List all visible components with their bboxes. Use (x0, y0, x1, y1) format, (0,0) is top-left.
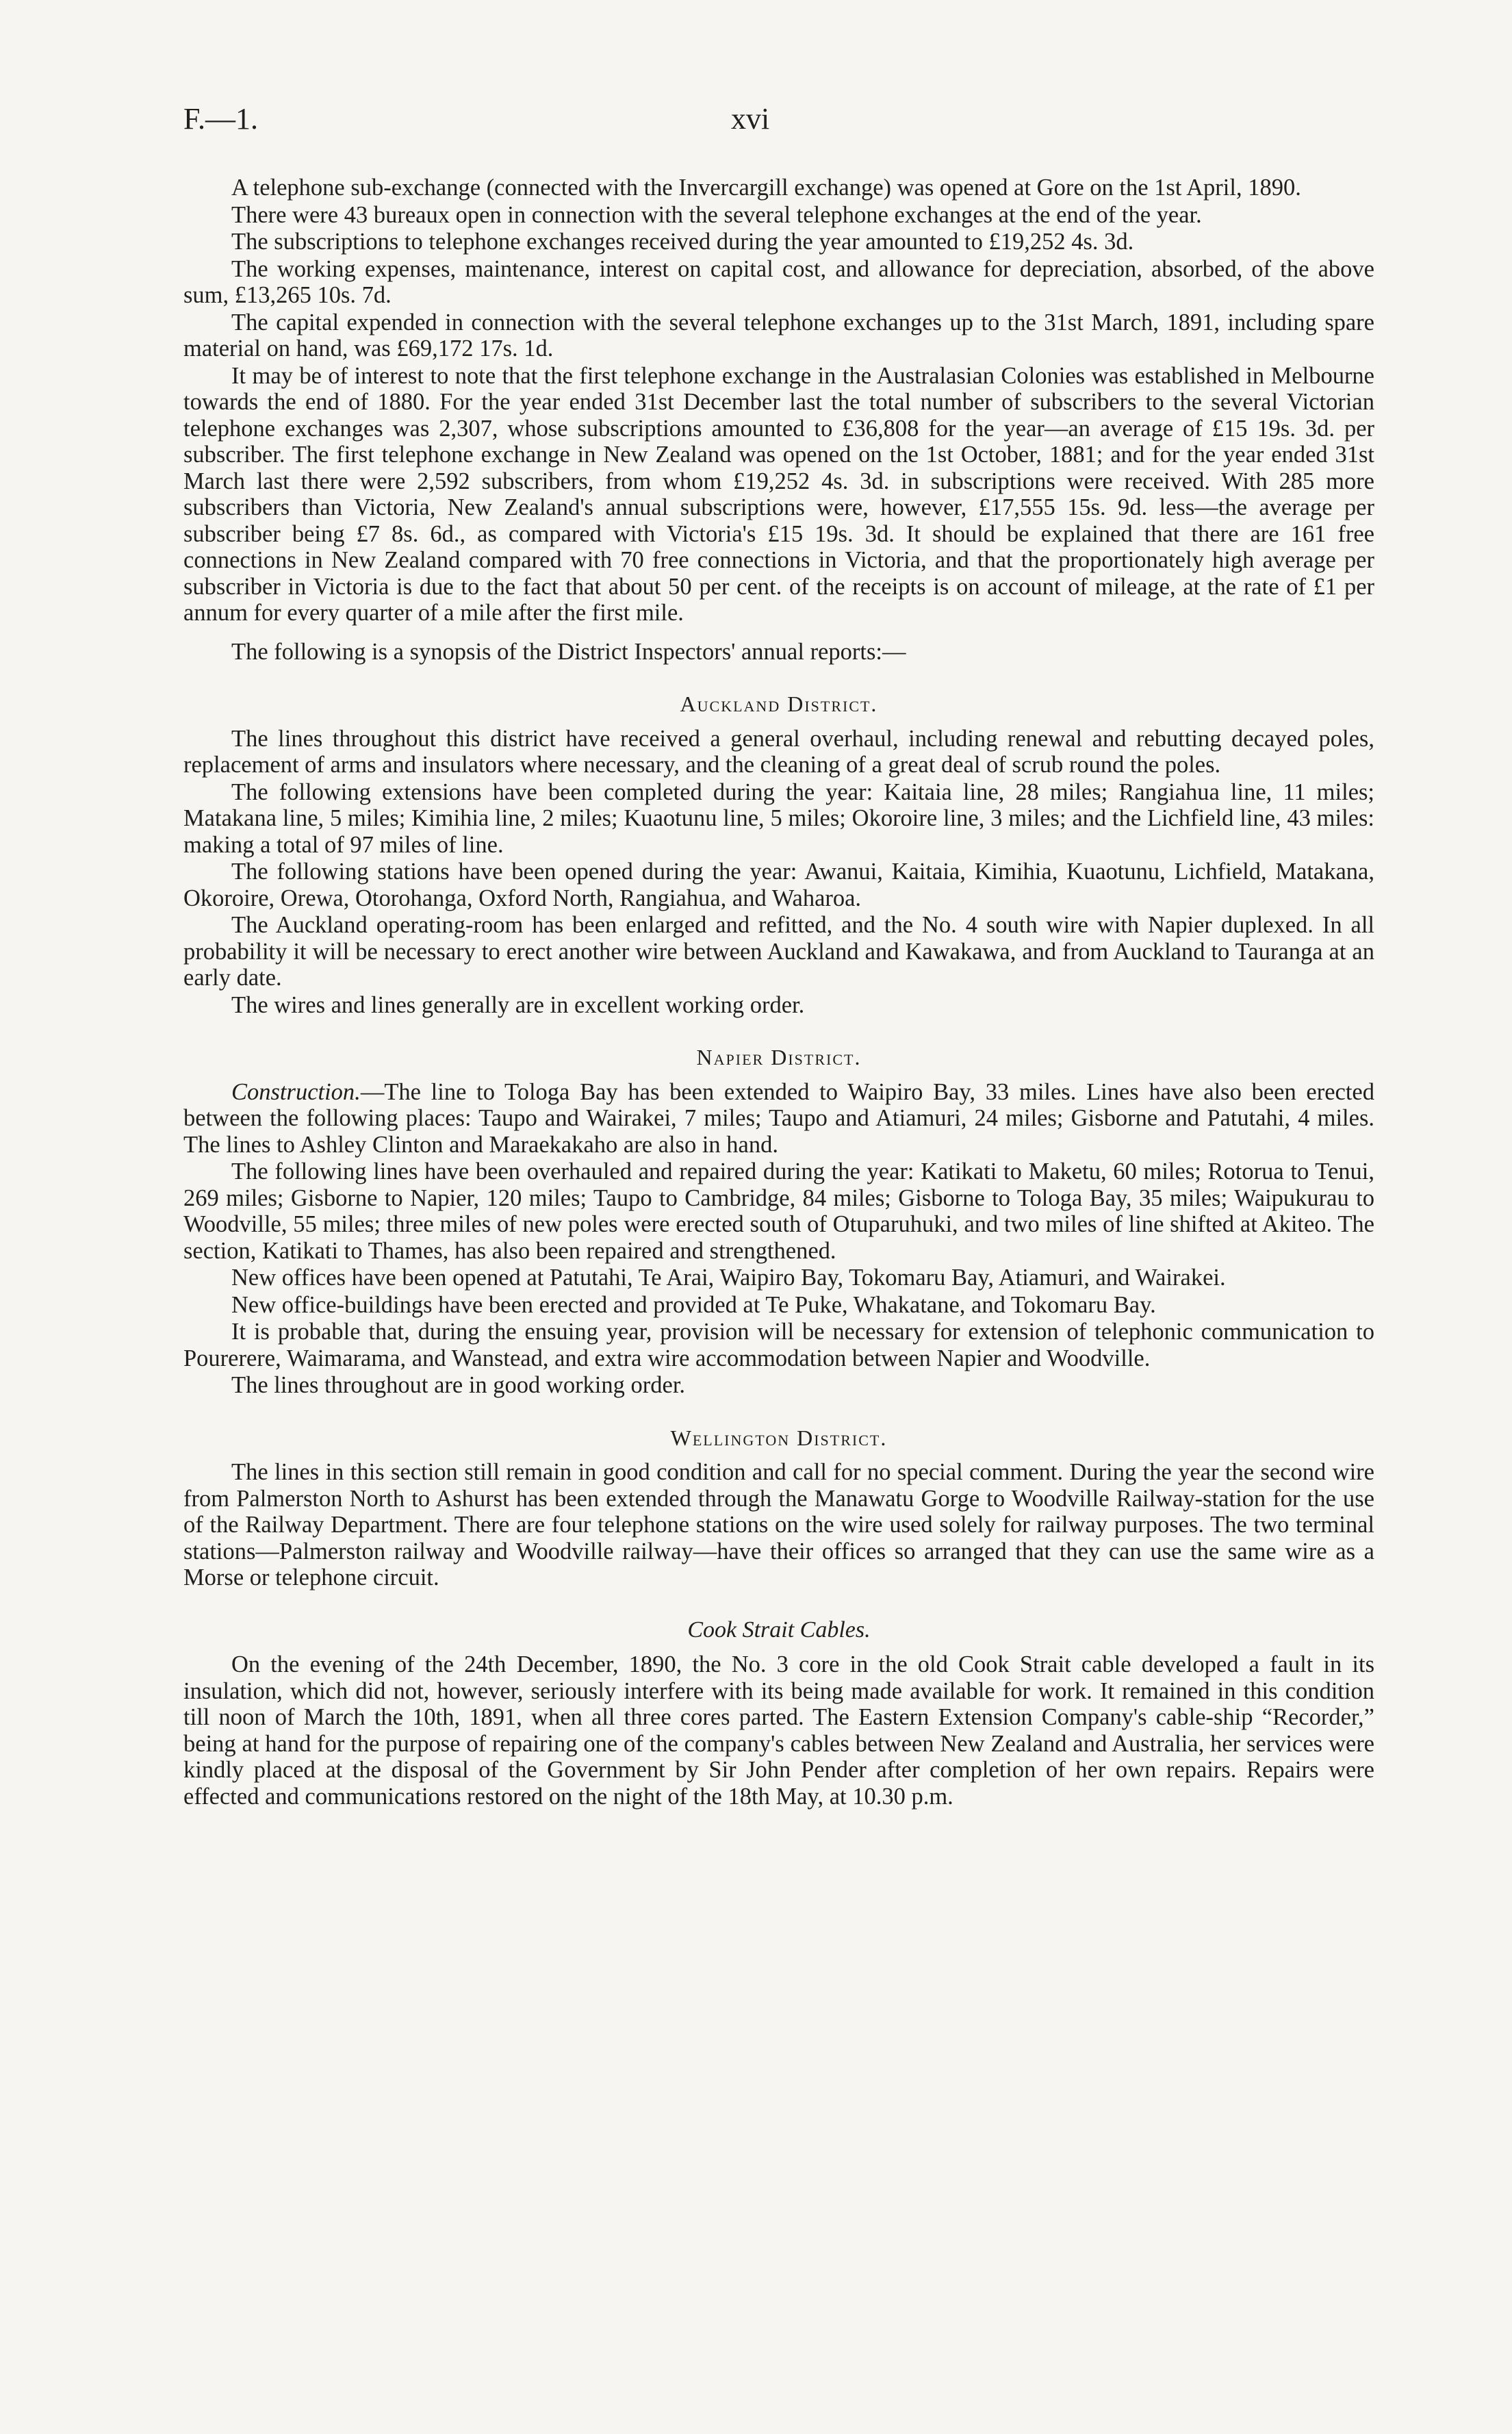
page-number: xvi (731, 102, 770, 136)
paragraph (183, 1079, 1374, 1158)
paragraph: The capital expended in connection with the several telephone exchanges up to the 31st March, 1891, including spare material on hand, was £69,172 17s. 1d. (183, 309, 1374, 362)
paragraph: It is probable that, during the ensuing year, provision will be necessary for extension of telephonic communication to Pourerere, Waimarama, and Wanstead, and extra wire accommodation between Napier and Woodville. (183, 1319, 1374, 1371)
paragraph: The wires and lines generally are in excellent working order. (231, 991, 805, 1018)
paragraph: It may be of interest to note that the first telephone exchange in the Australasian Colonies was established in Melbourne towards the end of 1880. For the year ended 31st December last the total number of subscribers to the several Victorian telephone exchanges was 2,307, whose subscriptions amounted to £36,808 for the year—an average of £15 19s. 3d. per subscriber. The first telephone exchange in New Zealand was opened on the 1st October, 1881; and for the year ended 31st March last there were 2,592 subscribers, from whom £19,252 4s. 3d. in subscriptions were received. With 285 more subscribers than Victoria, New Zealand's annual subscriptions were, however, £17,555 15s. 9d. less—the average per subscriber being £7 8s. 6d., as compared with Victoria's £15 19s. 3d. It should be explained that there are 161 free connections in New Zealand compared with 70 free connections in Victoria, and that the proportionately high average per subscriber in Victoria is due to the fact that about 50 per cent. of the receipts is on account of mileage, at the rate of £1 per annum for every quarter of a mile after the first mile. (183, 362, 1374, 626)
section-heading-napier: Napier District. (696, 1045, 862, 1069)
document-body (183, 175, 1374, 1810)
paragraph: The lines in this section still remain in good condition and call for no special comment. During the year the second wire from Palmerston North to Ashurst has been extended through the Manawatu Gorge to Woodville Railway-station for the use of the Railway Department. There are four telephone stations on the wire used solely for railway purposes. The two terminal stations—Palmerston railway and Woodville railway—have their offices so arranged that they can use the same wire as a Morse or telephone circuit. (183, 1459, 1374, 1590)
paragraph: A telephone sub-exchange (connected with the Invercargill exchange) was opened at Gore on the 1st April, 1890. (231, 175, 1301, 201)
paragraph: On the evening of the 24th December, 1890, the No. 3 core in the old Cook Strait cable developed a fault in its insulation, which did not, however, seriously interfere with its being made available for work. It remained in this condition till noon of March the 10th, 1891, when all three cores parted. The Eastern Extension Company's cable-ship “Recorder,” being at hand for the purpose of repairing one of the company's cables between New Zealand and Australia, her services were kindly placed at the disposal of the Government by Sir John Pender after completion of her own repairs. Repairs were effected and communications restored on the night of the 18th May, at 10.30 p.m. (183, 1651, 1374, 1810)
paragraph: The Auckland operating-room has been enlarged and refitted, and the No. 4 south wire with Napier duplexed. In all probability it will be necessary to erect another wire between Auckland and Kawakawa, and from Auckland to Tauranga at an early date. (183, 912, 1374, 991)
document-reference: F.—1. (183, 102, 258, 136)
paragraph: The following lines have been overhauled and repaired during the year: Katikati to Maketu, 60 miles; Rotorua to Tenui, 269 miles; Gisborne to Napier, 120 miles; Taupo to Cambridge, 84 miles; Gisborne to Tologa Bay, 35 miles; Waipukurau to Woodville, 55 miles; three miles of new poles were erected south of Otuparuhuki, and two miles of line shifted at Akiteo. The section, Katikati to Thames, has also been repaired and strengthened. (183, 1158, 1374, 1264)
paragraph-text: —The line to Tologa Bay has been extended to Waipiro Bay, 33 miles. Lines have also been erected between the following places: Taupo and Wairakei, 7 miles; Taupo and Atiamuri, 24 miles; Gisborne and Patutahi, 4 miles. The lines to Ashley Clinton and Maraekakaho are also in hand. (183, 1078, 1374, 1158)
section-heading-auckland: Auckland District. (680, 692, 878, 716)
paragraph: The following extensions have been completed during the year: Kaitaia line, 28 miles; Rangiahua line, 11 miles; Matakana line, 5 miles; Kimihia line, 2 miles; Kuaotunu line, 5 miles; Okoroire line, 3 miles; and the Lichfield line, 43 miles: making a total of 97 miles of line. (183, 778, 1374, 858)
paragraph: There were 43 bureaux open in connection with the several telephone exchanges at the end of the year. (231, 201, 1202, 228)
paragraph: New office-buildings have been erected and provided at Te Puke, Whakatane, and Tokomaru Bay. (231, 1291, 1156, 1318)
section-heading-wellington: Wellington District. (670, 1425, 888, 1450)
paragraph: New offices have been opened at Patutahi, Te Arai, Waipiro Bay, Tokomaru Bay, Atiamuri, and Wairakei. (231, 1265, 1226, 1291)
paragraph: The following is a synopsis of the District Inspectors' annual reports:— (231, 638, 906, 665)
subsection-heading-cook-strait: Cook Strait Cables. (687, 1617, 871, 1643)
paragraph: The lines throughout this district have received a general overhaul, including renewal and rebutting decayed poles, replacement of arms and insulators where necessary, and the cleaning of a great deal of scrub round the poles. (183, 725, 1374, 778)
paragraph: The lines throughout are in good working order. (231, 1372, 686, 1398)
paragraph: The following stations have been opened during the year: Awanui, Kaitaia, Kimihia, Kuaotunu, Lichfield, Matakana, Okoroire, Orewa, Otorohanga, Oxford North, Rangiahua, and Waharoa. (183, 859, 1374, 911)
paragraph: The working expenses, maintenance, interest on capital cost, and allowance for depreciation, absorbed, of the above sum, £13,265 10s. 7d. (183, 255, 1374, 308)
paragraph: The subscriptions to telephone exchanges received during the year amounted to £19,252 4s. 3d. (231, 229, 1134, 255)
paragraph-lead: Construction. (231, 1078, 361, 1105)
